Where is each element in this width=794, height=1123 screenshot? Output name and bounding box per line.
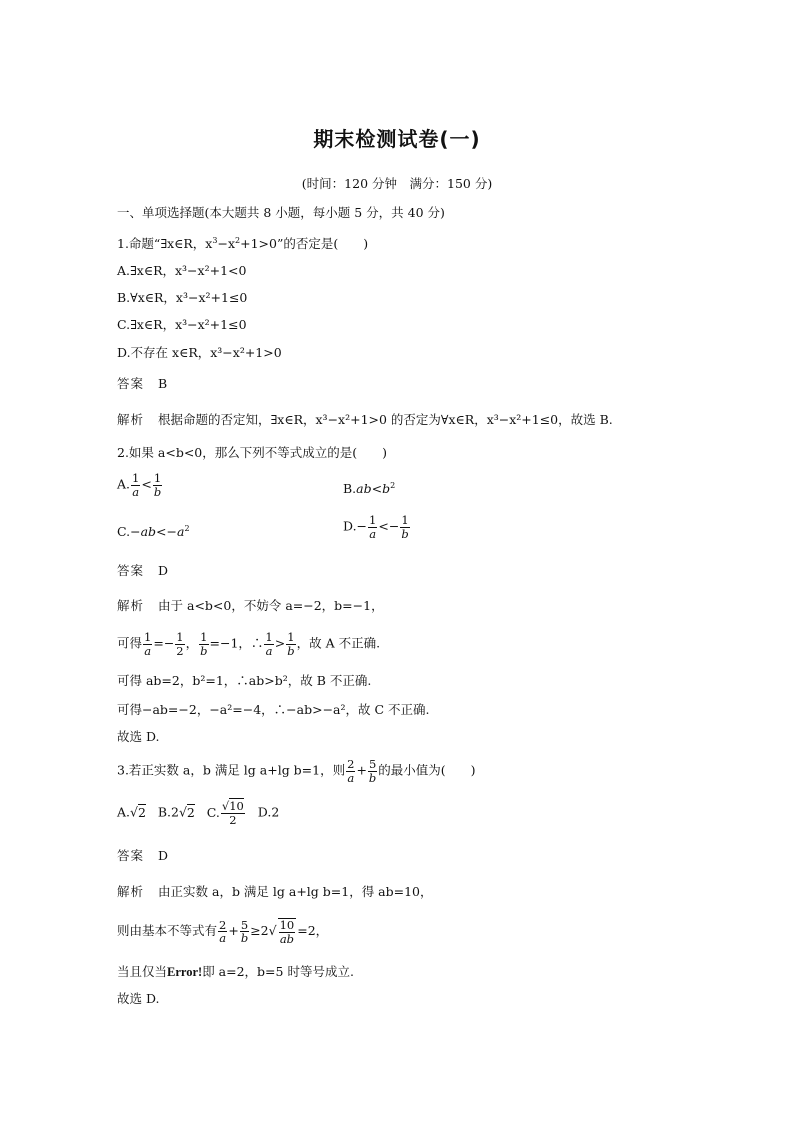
- q2-analysis-2: 可得 $\frac{1}{a}$ =− $\frac{1}{2}$ ， $\frac{1}{b}$ =−1，∴ $\frac{1}{a}$ > $\frac{1}{b}$ ，故 A 不正确.: [117, 630, 381, 658]
- q3-analysis-4: 故选 D.: [117, 991, 160, 1006]
- q1-analysis-text: 根据命题的否定知，∃x∈R，x³−x²+1>0 的否定为∀x∈R，x³−x²+1≤0，故选 B.: [158, 412, 613, 427]
- question-3-options: [117, 800, 279, 826]
- q3-option-b: B.2√2: [157, 804, 195, 820]
- answer-label: 答案: [117, 376, 145, 391]
- q2-analysis-1: 解析 由于 a<b<0，不妨令 a=−2，b=−1，: [117, 598, 384, 613]
- q3-analysis-2: 则由基本不等式有 $\frac{2}{a}$ + $\frac{5}{b}$ ≥2√ $\frac{10}{ab}$ =2，: [117, 917, 329, 946]
- q3-answer-value: D: [158, 848, 169, 863]
- q3-answer: [117, 850, 168, 863]
- q2-answer-value: D: [158, 563, 169, 578]
- question-3-stem: 3.若正实数 a，b 满足 lg a+lg b=1，则 $\frac{2}{a}$ + $\frac{5}{b}$ 的最小值为( ): [117, 757, 476, 785]
- q3-analysis-3: 当且仅当Error!即 a=2，b=5 时等号成立.: [117, 964, 354, 979]
- analysis-label: 解析: [117, 598, 145, 613]
- q2-analysis-5: 故选 D.: [117, 729, 160, 744]
- q3-option-c: C. $\frac{√10}{2}$: [206, 799, 244, 827]
- q1-option-b: B.∀x∈R，x³−x²+1≤0: [117, 290, 248, 305]
- analysis-label: 解析: [117, 412, 145, 427]
- q1-analysis: [117, 414, 613, 427]
- q1-option-d: D.不存在 x∈R，x³−x²+1>0: [117, 345, 282, 360]
- q3-analysis-1: 解析 由正实数 a，b 满足 lg a+lg b=1，得 ab=10，: [117, 884, 433, 899]
- section-heading: 一、单项选择题(本大题共 8 小题，每小题 5 分，共 40 分): [117, 205, 445, 220]
- q2-option-d: D.− $\frac{1}{a}$ <− $\frac{1}{b}$: [343, 513, 409, 541]
- q1-option-a: A.∃x∈R，x³−x²+1<0: [117, 263, 247, 278]
- q3-option-a: A.√2: [117, 804, 146, 820]
- q2-analysis-4: 可得−ab=−2，−a²=−4，∴−ab>−a²，故 C 不正确.: [117, 702, 430, 717]
- q2-answer: [117, 565, 168, 578]
- analysis-label: 解析: [117, 884, 145, 899]
- q1-answer: [117, 378, 167, 391]
- question-2-stem: 2.如果 a<b<0，那么下列不等式成立的是( ): [117, 445, 388, 460]
- answer-label: 答案: [117, 563, 145, 578]
- answer-label: 答案: [117, 848, 145, 863]
- exam-info: (时间：120 分钟 满分：150 分): [301, 176, 493, 191]
- page-title: 期末检测试卷(一): [313, 127, 481, 151]
- q2-option-a: A. $\frac{1}{a}$ < $\frac{1}{b}$: [117, 471, 162, 499]
- q1-answer-value: B: [158, 376, 168, 391]
- q2-option-b: $B.ab<b^2$: [343, 481, 396, 496]
- question-1-stem: 1.命题“∃x∈R，$x^3-x^2+1>0$”的否定是( ): [117, 236, 369, 251]
- q3-option-d: D.2: [257, 804, 280, 820]
- q1-option-c: C.∃x∈R，x³−x²+1≤0: [117, 317, 247, 332]
- q2-option-c: $C.-ab<-a^2$: [117, 524, 190, 539]
- q2-analysis-3: 可得 ab=2，b²=1，∴ab>b²，故 B 不正确.: [117, 673, 372, 688]
